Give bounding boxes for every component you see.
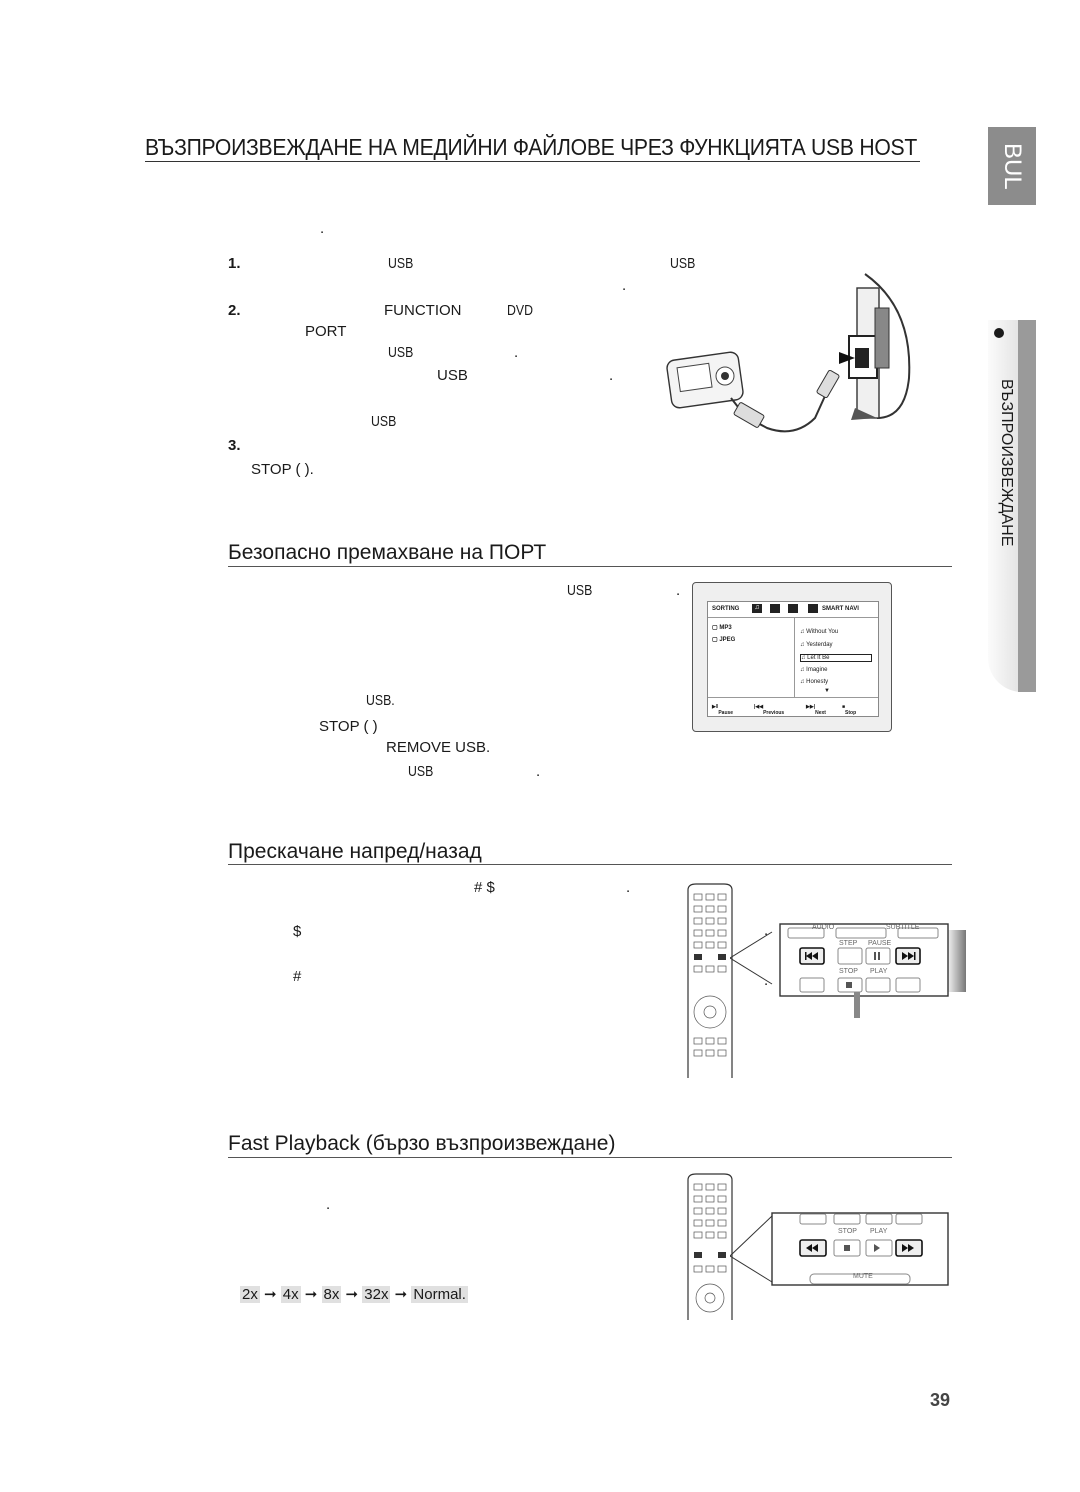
step-2-function: FUNCTION — [384, 302, 462, 319]
pane-divider — [794, 618, 795, 698]
scroll-down-icon[interactable]: ▼ — [824, 688, 830, 694]
all-filter-icon[interactable] — [808, 604, 818, 613]
folder-label: MP3 — [719, 625, 732, 631]
stop-button[interactable]: ■ Stop — [842, 704, 857, 716]
safe-remove-usb: REMOVE USB. — [386, 739, 491, 756]
callout-dot: . — [764, 972, 769, 989]
safe-dot: . — [676, 582, 681, 599]
skip-forward-key: $ — [293, 923, 302, 940]
language-tab — [988, 127, 1036, 205]
arrow-right-icon: ➞ — [304, 1286, 318, 1303]
music-filter-icon[interactable]: ♫ — [752, 604, 762, 613]
remote-control-illustration — [684, 1172, 736, 1320]
track-item-selected[interactable]: ♫ Let It Be — [800, 654, 872, 662]
remote-control-illustration — [684, 882, 736, 1078]
step-1-usb-2: USB — [670, 255, 696, 272]
section-rule — [228, 1157, 952, 1158]
pause-label: Pause — [718, 710, 734, 716]
step-3-number: 3. — [228, 437, 241, 454]
track-item[interactable]: ♫ Imagine — [800, 667, 828, 673]
track-label: Without You — [806, 629, 839, 635]
step-2-dot-2: . — [609, 367, 614, 384]
previous-label: Previous — [763, 710, 785, 716]
remote-label: STOP — [838, 1228, 857, 1235]
control-bar — [708, 697, 878, 716]
step-1-end: . — [622, 277, 627, 294]
safe-dot-2: . — [536, 763, 541, 780]
safe-usb-2: USB. — [366, 692, 395, 709]
step-1-number: 1. — [228, 255, 241, 272]
page-title: ВЪЗПРОИЗВЕЖДАНЕ НА МЕДИЙНИ ФАЙЛОВЕ ЧРЕЗ ФУНКЦИЯТА USB HOST — [145, 134, 918, 160]
next-button[interactable]: ▶▶| Next — [806, 704, 826, 716]
step-2-port: PORT — [305, 323, 347, 340]
speed-8x: 8x — [323, 1286, 340, 1303]
callout-dot: . — [764, 922, 769, 939]
usb-browser-panel — [707, 601, 879, 717]
page-number: 39 — [930, 1390, 951, 1410]
bullet-icon — [994, 328, 1004, 338]
safe-usb: USB — [567, 582, 593, 599]
track-item[interactable]: ♫ Yesterday — [800, 642, 833, 648]
speed-normal: Normal. — [413, 1286, 466, 1303]
skip-dot: . — [626, 879, 631, 896]
track-label: Honesty — [806, 679, 829, 685]
speed-sequence — [240, 1285, 468, 1303]
folder-label: JPEG — [719, 637, 736, 643]
language-tab-label: BUL — [999, 143, 1026, 190]
speed-2x: 2x — [242, 1286, 258, 1303]
arrow-right-icon: ➞ — [345, 1286, 359, 1303]
side-tab-strip — [1018, 320, 1036, 692]
remote-label: MUTE — [853, 1273, 873, 1280]
track-label: Let It Be — [807, 655, 830, 661]
usb-connection-illustration — [665, 268, 915, 443]
step-2-usb-3: USB — [371, 413, 397, 430]
step-1-usb: USB — [388, 255, 414, 272]
step-2-dvd: DVD — [507, 302, 533, 319]
section-heading-safe-removal: Безопасно премахване на ПОРТ — [228, 541, 547, 564]
arrow-right-icon: ➞ — [264, 1286, 277, 1303]
usb-browser-screen — [692, 582, 892, 732]
safe-stop: STOP ( ) — [319, 718, 378, 735]
sorting-label: SORTING — [712, 606, 740, 612]
video-filter-icon[interactable] — [788, 604, 798, 613]
step-2-usb: USB — [388, 344, 414, 361]
title-rule — [145, 161, 920, 162]
remote-label: STEP — [839, 940, 858, 947]
track-item[interactable]: ♫ Honesty — [800, 679, 829, 685]
step-2-usb-2: USB — [437, 367, 468, 384]
step-2-number: 2. — [228, 302, 241, 319]
section-heading-skip: Прескачане напред/назад — [228, 840, 482, 863]
intro-text: . — [320, 220, 325, 237]
section-heading-fast-playback: Fast Playback (бързо възпроизвеждане) — [228, 1132, 616, 1155]
smart-navi-label: SMART NAVI — [822, 606, 859, 612]
section-rule — [228, 864, 952, 865]
remote-label: SUBTITLE — [886, 924, 920, 931]
arrow-right-icon: ➞ — [394, 1286, 408, 1303]
fast-dot: . — [326, 1196, 331, 1213]
folder-item[interactable]: ▢ JPEG — [712, 637, 736, 643]
track-label: Imagine — [806, 667, 828, 673]
sorting-bar — [708, 602, 878, 618]
skip-back-key: # — [293, 968, 302, 985]
remote-label: PLAY — [870, 1228, 888, 1235]
remote-label: AUDIO — [812, 924, 835, 931]
chapter-side-tab — [988, 320, 1036, 692]
photo-filter-icon[interactable] — [770, 604, 780, 613]
track-item[interactable]: ♫ Without You — [800, 629, 839, 635]
side-tab-label: ВЪЗПРОИЗВЕЖДАНЕ — [998, 379, 1015, 547]
speed-4x: 4x — [282, 1286, 299, 1303]
next-label: Next — [815, 710, 826, 716]
previous-button[interactable]: |◀◀ Previous — [754, 704, 785, 716]
remote-label: PLAY — [870, 968, 888, 975]
step-2-dot: . — [514, 344, 519, 361]
stop-label: Stop — [845, 710, 857, 716]
step-3-stop: STOP ( ). — [251, 461, 314, 478]
section-rule — [228, 566, 952, 567]
callout-lines — [730, 922, 780, 992]
skip-keys: # $ — [474, 879, 495, 896]
speed-32x: 32x — [364, 1286, 389, 1303]
pause-button[interactable]: ▶‖ Pause — [712, 704, 734, 716]
folder-item[interactable]: ▢ MP3 — [712, 625, 732, 631]
safe-usb-3: USB — [408, 763, 434, 780]
track-label: Yesterday — [806, 642, 833, 648]
remote-label: PAUSE — [868, 940, 892, 947]
remote-label: STOP — [839, 968, 858, 975]
